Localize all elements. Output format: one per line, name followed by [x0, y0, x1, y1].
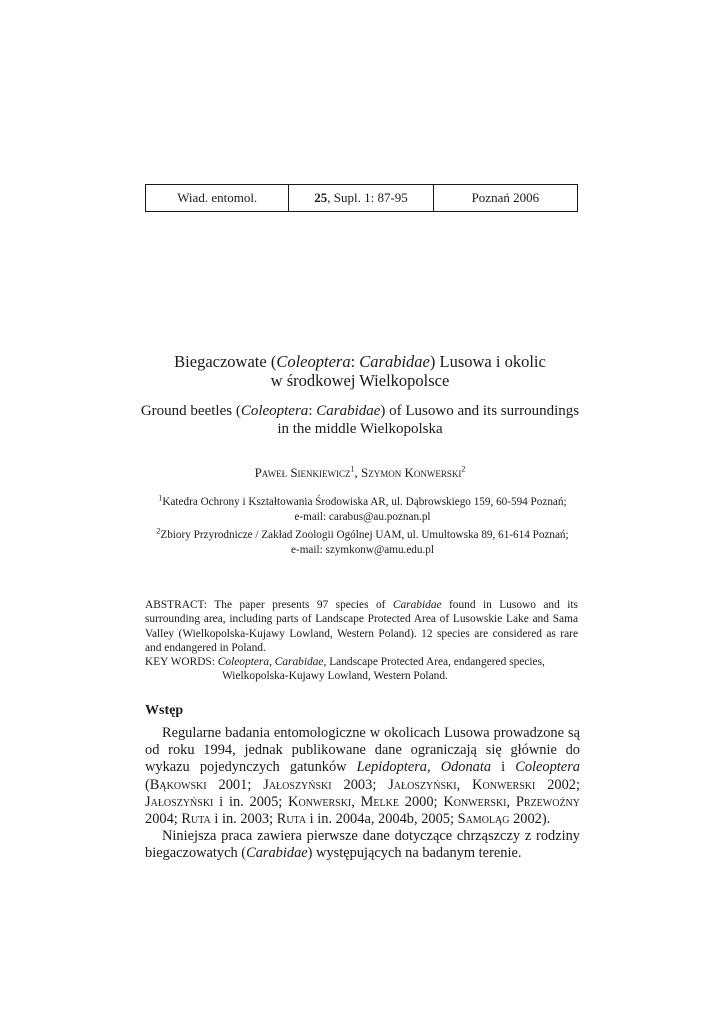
- p1-text: 2001;: [206, 776, 264, 793]
- abstract: [145, 598, 578, 655]
- p1-text: ,: [427, 759, 441, 776]
- author-1-affil-mark: 1: [350, 464, 355, 474]
- p1-text: 2003;: [331, 776, 389, 793]
- affiliation-1-address: Katedra Ochrony i Kształtowania Środowiska AR, ul. Dąbrowskiego 159, 60-594 Poznań;: [162, 496, 567, 508]
- title-pl-colon: :: [350, 352, 360, 371]
- taxon-lepidoptera: Lepidoptera: [356, 759, 428, 776]
- p2-text: Niniejsza praca zawiera pierwsze dane dotyczące chrząszczy z rodziny biegaczowatych (: [145, 828, 580, 862]
- keyword-carabidae: Carabidae: [274, 656, 324, 668]
- p1-text: 2002;: [535, 776, 580, 793]
- volume-number: 25: [314, 190, 328, 205]
- p1-text: 2000;: [398, 793, 444, 810]
- p1-text: ,: [506, 793, 516, 810]
- authors: [100, 465, 620, 481]
- abstract-taxon: Carabidae: [392, 599, 442, 611]
- p1-text: i: [491, 759, 516, 776]
- citation-author: Jałoszyński: [145, 793, 214, 810]
- title-en-family: Carabidae: [316, 403, 381, 419]
- title-en-text: Ground beetles (: [140, 403, 241, 419]
- abstract-label: ABSTRACT:: [145, 599, 208, 611]
- keywords: [145, 655, 578, 684]
- taxon-coleoptera: Coleoptera: [515, 759, 580, 776]
- citation-author: Jałoszyński: [388, 776, 457, 793]
- title-pl-order: Coleoptera: [276, 352, 351, 371]
- author-2-affil-mark: 2: [461, 464, 466, 474]
- title-english: [100, 402, 620, 438]
- citation-author: Przewoźny: [515, 793, 580, 810]
- p1-text: (: [145, 776, 150, 793]
- section-heading: Wstęp: [145, 703, 184, 718]
- author-2: Szymon Konwerski: [361, 465, 462, 480]
- paragraph-1: [145, 725, 580, 828]
- keyword-coleoptera: Coleoptera: [217, 656, 270, 668]
- affiliation-1-email: e-mail: carabus@au.poznan.pl: [294, 511, 431, 523]
- p1-text: i in. 2005;: [213, 793, 289, 810]
- title-polish: [100, 352, 620, 390]
- keywords-label: KEY WORDS:: [145, 656, 215, 668]
- title-en-colon: :: [308, 403, 317, 419]
- keywords-rest: , Landscape Protected Area, endangered species,: [323, 656, 545, 668]
- affiliation-1: [140, 495, 585, 525]
- place-year: Poznań 2006: [433, 185, 577, 212]
- volume-pages: [289, 185, 433, 212]
- p2-text: ) występujących na badanym terenie.: [307, 845, 522, 862]
- taxon-carabidae: Carabidae: [246, 845, 308, 862]
- citation-author: Melke: [360, 793, 399, 810]
- p1-text: i in. 2004a, 2004b, 2005;: [306, 811, 458, 828]
- journal-name: Wiad. entomol.: [146, 185, 289, 212]
- author-separator: ,: [354, 465, 362, 480]
- p1-text: ,: [456, 776, 473, 793]
- title-en-line2: in the middle Wielkopolska: [277, 421, 443, 437]
- affiliation-1-mark: 1: [158, 493, 163, 503]
- taxon-odonata: Odonata: [440, 759, 492, 776]
- title-en-order: Coleoptera: [240, 403, 309, 419]
- journal-header-table: [145, 184, 578, 212]
- citation-author: Konwerski: [288, 793, 352, 810]
- citation-author: Jałoszyński: [263, 776, 332, 793]
- p1-text: 2004;: [145, 811, 182, 828]
- p1-text: 2002).: [509, 811, 551, 828]
- p1-text: Regularne badania entomologiczne w okolicach Lusowa prowadzone są od roku 1994, jednak publikowane dane ograniczają się głównie do wykazu pojedynczych gatunków: [145, 725, 580, 776]
- citation-author: Ruta: [181, 811, 211, 828]
- title-pl-text-end: ) Lusowa i okolic: [429, 352, 546, 371]
- p1-text: i in. 2003;: [210, 811, 277, 828]
- author-1: Paweł Sienkiewicz: [254, 465, 351, 480]
- citation-author: Bąkowski: [149, 776, 207, 793]
- abstract-text-end: found in Lusowo and its surrounding area, including parts of Landscape Protected Area of Lusowskie Lake and Sama Valley (Wielkopolska-Kujawy Lowland, Western Poland). 12 species are considered as rare and endangered in Poland.: [145, 599, 578, 654]
- affiliation-2-address: Zbiory Przyrodnicze / Zakład Zoologii Ogólnej UAM, ul. Umultowska 89, 61-614 Poznań;: [160, 529, 569, 541]
- affiliation-2-mark: 2: [156, 526, 161, 536]
- p1-text: ,: [351, 793, 361, 810]
- citation-author: Konwerski: [472, 776, 536, 793]
- title-en-text-end: ) of Lusowo and its surroundings: [380, 403, 580, 419]
- body-text: [145, 725, 580, 863]
- affiliation-2: [140, 528, 585, 558]
- affiliation-2-email: e-mail: szymkonw@amu.edu.pl: [291, 544, 434, 556]
- citation-author: Ruta: [276, 811, 307, 828]
- title-pl-text: Biegaczowate (: [174, 352, 277, 371]
- citation-author: Samoląg: [457, 811, 510, 828]
- supplement-pages: , Supl. 1: 87-95: [327, 190, 408, 205]
- title-pl-family: Carabidae: [359, 352, 430, 371]
- title-pl-line2: w środkowej Wielkopolsce: [270, 371, 450, 390]
- abstract-text: The paper presents 97 species of: [207, 599, 393, 611]
- citation-author: Konwerski: [443, 793, 507, 810]
- paragraph-2: [145, 828, 580, 862]
- keywords-rest-line2: Wielkopolska-Kujawy Lowland, Western Poland.: [222, 670, 448, 683]
- keywords-separator: ,: [269, 656, 275, 668]
